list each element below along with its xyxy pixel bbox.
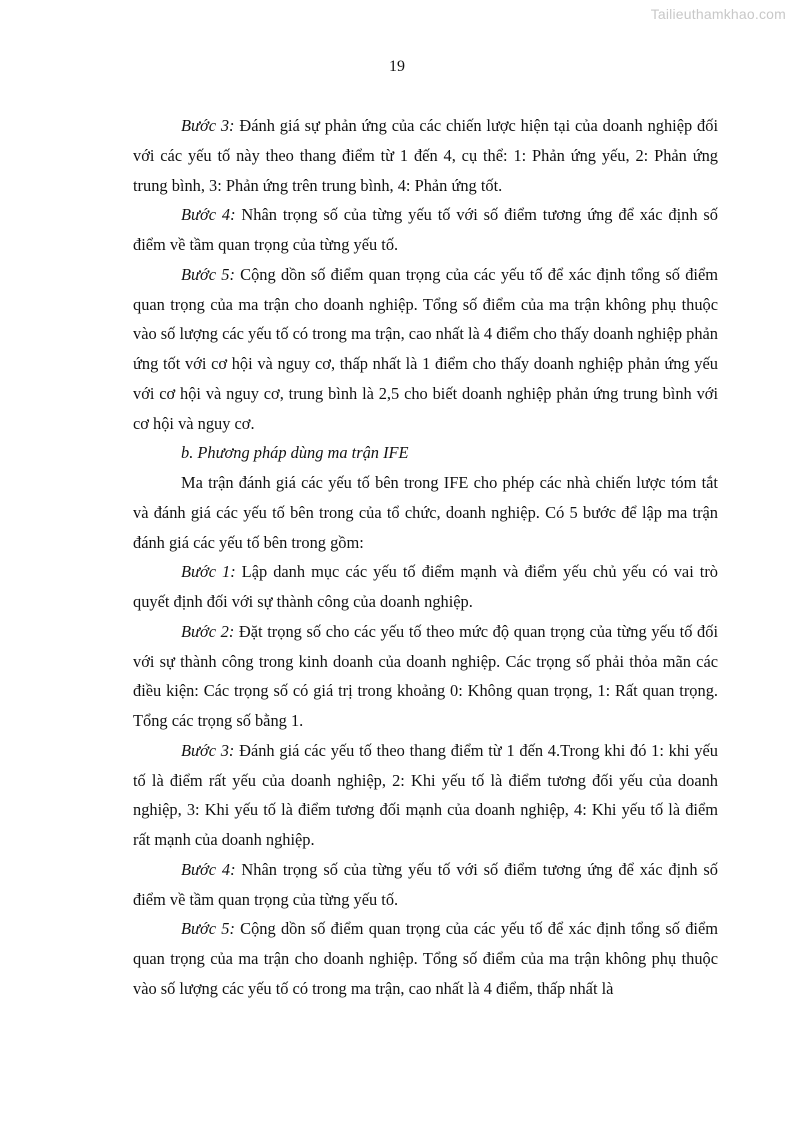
paragraph-ife-step-1 — [133, 557, 718, 617]
section-heading-ife — [133, 438, 718, 468]
step-label: Bước 2: — [181, 621, 235, 641]
paragraph-ife-step-2 — [133, 617, 718, 736]
paragraph-ife-step-3 — [133, 736, 718, 855]
step-label: Bước 4: — [181, 859, 236, 879]
paragraph-text: Đánh giá các yếu tố theo thang điểm từ 1 đến 4.Trong khi đó 1: khi yếu tố là điểm rất yếu của doanh nghiệp, 2: Khi yếu tố là điểm tương đối yếu của doanh nghiệp, 3: Khi yếu tố là điểm tương đối mạnh của doanh nghiệp, 4: Khi yếu tố là điểm rất mạnh của doanh nghiệp. — [133, 740, 718, 849]
paragraph-ife-step-4 — [133, 855, 718, 915]
step-label: Bước 1: — [181, 562, 236, 582]
step-label: Bước 5: — [181, 919, 235, 939]
step-label: Bước 4: — [181, 205, 236, 225]
step-label: Bước 3: — [181, 740, 235, 760]
paragraph-ife-step-5 — [133, 914, 718, 1003]
watermark: Tailieuthamkhao.com — [650, 6, 786, 22]
document-body — [133, 111, 718, 1004]
step-label: Bước 3: — [181, 116, 235, 135]
paragraph-text: Cộng dồn số điểm quan trọng của các yếu tố để xác định tổng số điểm quan trọng của ma trận cho doanh nghiệp. Tổng số điểm của ma trận không phụ thuộc vào số lượng các yếu tố có trong ma trận, cao nhất là 4 điểm, thấp nhất là — [133, 919, 718, 998]
page-number: 19 — [389, 58, 405, 75]
paragraph-text: Nhân trọng số của từng yếu tố với số điểm tương ứng để xác định số điểm về tầm quan trọng của từng yếu tố. — [133, 205, 718, 254]
paragraph-step-3 — [133, 111, 718, 200]
paragraph-text: Đánh giá sự phản ứng của các chiến lược hiện tại của doanh nghiệp đối với các yếu tố này theo thang điểm từ 1 đến 4, cụ thể: 1: Phản ứng yếu, 2: Phản ứng trung bình, 3: Phản ứng trên trung bình, 4: Phản ứng tốt. — [133, 116, 718, 195]
paragraph-text: Nhân trọng số của từng yếu tố với số điểm tương ứng để xác định số điểm về tầm quan trọng của từng yếu tố. — [133, 859, 718, 909]
paragraph-text: Ma trận đánh giá các yếu tố bên trong IFE cho phép các nhà chiến lược tóm tắt và đánh giá các yếu tố bên trong của tổ chức, doanh nghiệp. Có 5 bước để lập ma trận đánh giá các yếu tố bên trong gồm: — [133, 473, 718, 552]
paragraph-text: Cộng dồn số điểm quan trọng của các yếu tố để xác định tổng số điểm quan trọng của ma trận cho doanh nghiệp. Tổng số điểm của ma trận không phụ thuộc vào số lượng các yếu tố có trong ma trận, cao nhất là 4 điểm cho thấy doanh nghiệp phản ứng tốt với cơ hội và nguy cơ, thấp nhất là 1 điểm cho thấy doanh nghiệp phản ứng yếu với cơ hội và nguy cơ, trung bình là 2,5 cho biết doanh nghiệp phản ứng trung bình với cơ hội và nguy cơ. — [133, 264, 718, 433]
paragraph-text: Đặt trọng số cho các yếu tố theo mức độ quan trọng của từng yếu tố đối với sự thành công trong kinh doanh của doanh nghiệp. Các trọng số phải thỏa mãn các điều kiện: Các trọng số có giá trị trong khoảng 0: Không quan trọng, 1: Rất quan trọng. Tổng các trọng số bằng 1. — [133, 621, 718, 730]
paragraph-step-4 — [133, 200, 718, 260]
paragraph-text: Lập danh mục các yếu tố điểm mạnh và điểm yếu chủ yếu có vai trò quyết định đối với sự thành công của doanh nghiệp. — [133, 562, 718, 611]
paragraph-ife-intro — [133, 468, 718, 557]
section-heading-label: b. Phương pháp dùng ma trận IFE — [181, 443, 409, 463]
step-label: Bước 5: — [181, 264, 235, 284]
paragraph-step-5 — [133, 260, 718, 439]
